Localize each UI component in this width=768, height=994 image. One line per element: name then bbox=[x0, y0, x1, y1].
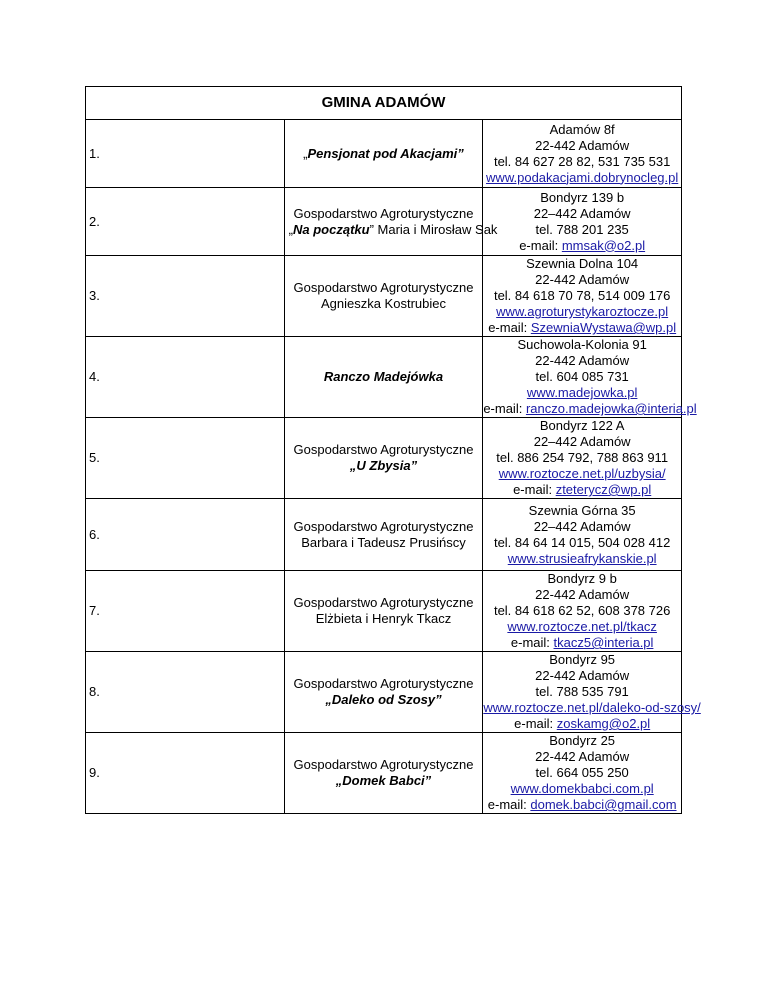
email-label: e-mail: bbox=[510, 635, 554, 650]
address-line: 22–442 Adamów bbox=[533, 518, 631, 534]
email-link[interactable]: SzewniaWystawa@wp.pl bbox=[530, 320, 677, 335]
address-line: tel. 788 201 235 bbox=[535, 221, 629, 237]
email-line bbox=[483, 482, 681, 498]
name-text: Gospodarstwo Agroturystyczne bbox=[293, 757, 474, 772]
name-text: Barbara i Tadeusz Prusińscy bbox=[301, 534, 466, 550]
address-line: Bondyrz 95 bbox=[549, 652, 616, 667]
name-emphasis: „U Zbysia” bbox=[349, 458, 418, 473]
name-emphasis: „Domek Babci” bbox=[335, 773, 432, 788]
address-line: Bondyrz 25 bbox=[549, 733, 616, 748]
address-cell bbox=[483, 120, 682, 188]
address-line: 22–442 Adamów bbox=[533, 434, 631, 449]
business-name-line bbox=[289, 458, 479, 474]
address-cell bbox=[483, 733, 682, 814]
website-line bbox=[483, 781, 681, 797]
website-link[interactable]: www.roztocze.net.pl/daleko-od-szosy/ bbox=[483, 700, 701, 715]
address-line: tel. 604 085 731 bbox=[535, 369, 629, 384]
address-line: tel. 788 535 791 bbox=[535, 684, 629, 699]
email-link[interactable]: mmsak@o2.pl bbox=[561, 237, 646, 253]
business-name-line bbox=[289, 595, 479, 611]
website-link[interactable]: www.roztocze.net.pl/uzbysia/ bbox=[498, 466, 666, 481]
email-line bbox=[483, 238, 681, 254]
table-title: GMINA ADAMÓW bbox=[86, 87, 682, 120]
email-line bbox=[483, 797, 681, 813]
row-number: 5. bbox=[86, 418, 285, 499]
row-number: 2. bbox=[86, 188, 285, 256]
email-label: e-mail: bbox=[519, 237, 562, 253]
name-text: Gospodarstwo Agroturystyczne bbox=[293, 205, 474, 221]
website-link[interactable]: www.roztocze.net.pl/tkacz bbox=[507, 619, 657, 634]
website-line bbox=[483, 619, 681, 635]
address-cell bbox=[483, 418, 682, 499]
website-link[interactable]: www.agroturystykaroztocze.pl bbox=[496, 304, 669, 319]
address-line: tel. 664 055 250 bbox=[535, 765, 629, 780]
business-name-line bbox=[289, 757, 479, 773]
accommodation-table bbox=[85, 86, 701, 814]
business-name-line bbox=[289, 280, 479, 296]
address-line: 22-442 Adamów bbox=[535, 137, 630, 153]
business-name-line bbox=[289, 611, 479, 627]
address-cell bbox=[483, 188, 682, 256]
row-number: 6. bbox=[86, 499, 285, 571]
address-line: tel. 886 254 792, 788 863 911 bbox=[496, 450, 669, 465]
address-line: Bondyrz 9 b bbox=[547, 571, 617, 586]
email-label: e-mail: bbox=[488, 320, 531, 335]
business-name bbox=[284, 733, 483, 814]
website-line bbox=[483, 466, 681, 482]
table-row bbox=[86, 733, 682, 814]
name-emphasis: „Daleko od Szosy” bbox=[325, 692, 442, 707]
website-link[interactable]: www.domekbabci.com.pl bbox=[510, 781, 654, 796]
address-line: 22-442 Adamów bbox=[535, 668, 630, 683]
business-name bbox=[284, 337, 483, 418]
address-cell bbox=[483, 499, 682, 571]
business-name bbox=[284, 571, 483, 652]
address-line: 22-442 Adamów bbox=[535, 587, 630, 602]
name-text: Gospodarstwo Agroturystyczne bbox=[293, 595, 474, 610]
name-text: Gospodarstwo Agroturystyczne bbox=[293, 442, 474, 457]
name-text: „ bbox=[288, 221, 293, 237]
email-label: e-mail: bbox=[487, 797, 531, 812]
row-number: 9. bbox=[86, 733, 285, 814]
address-line: Bondyrz 139 b bbox=[540, 189, 625, 205]
business-name-line bbox=[289, 296, 479, 312]
address-line: tel. 84 618 62 52, 608 378 726 bbox=[493, 603, 671, 618]
name-text: Elżbieta i Henryk Tkacz bbox=[315, 611, 452, 626]
website-line bbox=[483, 551, 681, 567]
address-line: Bondyrz 122 A bbox=[539, 418, 625, 433]
email-label: e-mail: bbox=[513, 482, 556, 497]
address-line: tel. 84 627 28 82, 531 735 531 bbox=[493, 153, 671, 169]
business-name bbox=[284, 499, 483, 571]
name-emphasis: Pensjonat pod Akacjami” bbox=[307, 145, 464, 161]
email-link[interactable]: ranczo.madejowka@interia.pl bbox=[525, 401, 697, 416]
email-label: e-mail: bbox=[483, 401, 526, 416]
email-label: e-mail: bbox=[514, 716, 557, 731]
address-line: Szewnia Dolna 104 bbox=[526, 256, 639, 271]
row-number: 3. bbox=[86, 256, 285, 337]
name-text: „ bbox=[303, 145, 308, 161]
business-name-line bbox=[289, 519, 479, 535]
table-row bbox=[86, 571, 682, 652]
table-row bbox=[86, 418, 682, 499]
website-line bbox=[483, 700, 701, 716]
address-line: 22-442 Adamów bbox=[535, 353, 630, 368]
address-line: Szewnia Górna 35 bbox=[528, 502, 636, 518]
business-name-line bbox=[289, 369, 479, 385]
name-text: Gospodarstwo Agroturystyczne bbox=[293, 676, 474, 691]
business-name bbox=[284, 418, 483, 499]
email-link[interactable]: tkacz5@interia.pl bbox=[553, 635, 654, 650]
email-line bbox=[483, 716, 681, 732]
table-row bbox=[86, 337, 682, 418]
row-number: 8. bbox=[86, 652, 285, 733]
table-row bbox=[86, 188, 682, 256]
address-line: Suchowola-Kolonia 91 bbox=[517, 337, 647, 352]
table-row bbox=[86, 652, 682, 733]
address-line: 22-442 Adamów bbox=[535, 749, 630, 764]
business-name bbox=[284, 120, 483, 188]
name-emphasis: Na początku bbox=[293, 221, 370, 237]
address-line: 22-442 Adamów bbox=[535, 272, 630, 287]
business-name-line bbox=[288, 221, 498, 238]
email-line bbox=[483, 320, 681, 336]
name-emphasis: Ranczo Madejówka bbox=[323, 369, 444, 384]
table-row bbox=[86, 499, 682, 571]
address-cell bbox=[483, 337, 697, 418]
address-cell bbox=[483, 652, 701, 733]
row-number: 4. bbox=[86, 337, 285, 418]
business-name-line bbox=[289, 535, 479, 551]
website-link[interactable]: www.strusieafrykanskie.pl bbox=[507, 550, 657, 566]
business-name bbox=[284, 652, 483, 733]
business-name-line bbox=[289, 692, 479, 708]
website-link[interactable]: www.podakacjami.dobrynocleg.pl bbox=[486, 169, 679, 185]
email-link[interactable]: zteterycz@wp.pl bbox=[555, 482, 652, 497]
business-name bbox=[284, 188, 498, 256]
business-name-line bbox=[289, 146, 479, 162]
business-name bbox=[284, 256, 483, 337]
address-cell bbox=[483, 256, 682, 337]
address-line: Adamów 8f bbox=[549, 121, 615, 137]
table-row bbox=[86, 120, 682, 188]
business-name-line bbox=[289, 206, 479, 222]
address-line: tel. 84 618 70 78, 514 009 176 bbox=[493, 288, 671, 303]
name-text: Agnieszka Kostrubiec bbox=[320, 296, 446, 311]
email-line bbox=[483, 401, 697, 417]
business-name-line bbox=[289, 676, 479, 692]
email-link[interactable]: domek.babci@gmail.com bbox=[530, 797, 677, 812]
business-name-line bbox=[289, 442, 479, 458]
table-row bbox=[86, 256, 682, 337]
website-line bbox=[483, 385, 681, 401]
name-text: ” Maria i Mirosław Sak bbox=[369, 221, 498, 237]
address-line: 22–442 Adamów bbox=[533, 205, 631, 221]
name-text: Gospodarstwo Agroturystyczne bbox=[293, 518, 474, 534]
website-line bbox=[483, 170, 681, 186]
business-name-line bbox=[289, 773, 479, 789]
row-number: 7. bbox=[86, 571, 285, 652]
website-link[interactable]: www.madejowka.pl bbox=[526, 385, 638, 400]
row-number: 1. bbox=[86, 120, 285, 188]
email-link[interactable]: zoskamg@o2.pl bbox=[556, 716, 651, 731]
website-line bbox=[483, 304, 681, 320]
address-line: tel. 84 64 14 015, 504 028 412 bbox=[493, 534, 671, 550]
name-text: Gospodarstwo Agroturystyczne bbox=[293, 280, 474, 295]
title-row bbox=[86, 87, 682, 120]
email-line bbox=[483, 635, 681, 651]
address-cell bbox=[483, 571, 682, 652]
